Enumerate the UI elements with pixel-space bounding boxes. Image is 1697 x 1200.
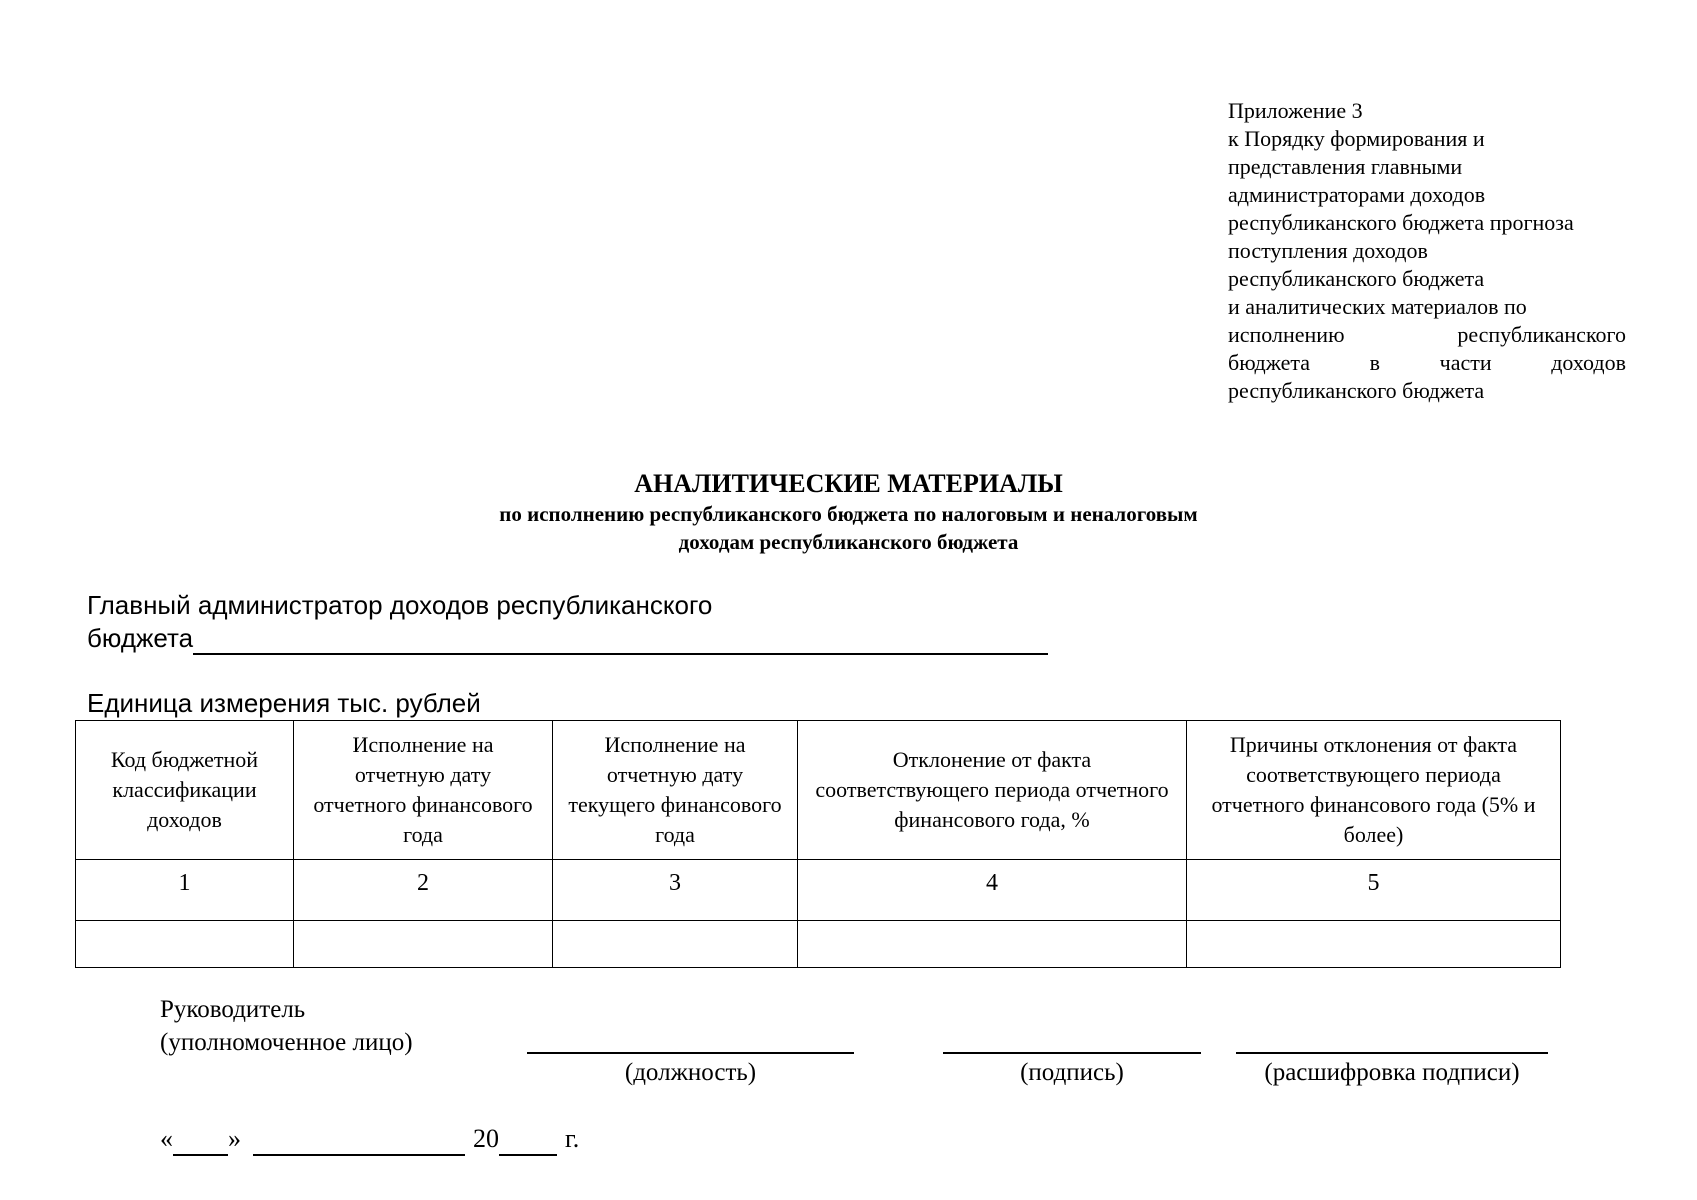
date-field: [160, 1122, 579, 1156]
appendix-word: республиканского: [1457, 322, 1626, 347]
empty-cell[interactable]: [1187, 921, 1561, 968]
signature-head-line2: (уполномоченное лицо): [160, 1029, 413, 1056]
administrator-label-line2: бюджета: [87, 623, 194, 653]
signature-head-line1: Руководитель: [160, 996, 306, 1023]
header-deviation-reasons: Причины отклонения от факта соответствующего периода отчетного финансового года (5% и более): [1187, 721, 1561, 860]
column-number: 3: [553, 860, 798, 921]
date-close-quote: »: [228, 1124, 241, 1153]
title-main: АНАЛИТИЧЕСКИЕ МАТЕРИАЛЫ: [634, 469, 1063, 498]
appendix-line: республиканского бюджета: [1228, 378, 1485, 403]
date-open-quote: «: [160, 1124, 173, 1153]
year-blank[interactable]: [499, 1128, 557, 1156]
appendix-justified-line: [1228, 321, 1626, 349]
signature-caption: (подпись): [1020, 1059, 1124, 1086]
header-budget-code: Код бюджетной классификации доходов: [76, 721, 294, 860]
day-blank[interactable]: [173, 1128, 228, 1156]
appendix-word: доходов: [1551, 350, 1626, 375]
administrator-label-line1: Главный администратор доходов республиканского: [87, 590, 713, 620]
document-title: [0, 468, 1697, 556]
administrator-blank-line[interactable]: [193, 627, 1048, 655]
appendix-line: Приложение 3: [1228, 98, 1363, 123]
appendix-line: поступления доходов: [1228, 238, 1428, 263]
appendix-line: республиканского бюджета: [1228, 266, 1485, 291]
appendix-justified-line: [1228, 349, 1626, 377]
appendix-word: бюджета: [1228, 350, 1311, 375]
column-number: 4: [798, 860, 1187, 921]
empty-cell[interactable]: [798, 921, 1187, 968]
appendix-note: [1228, 97, 1626, 405]
header-execution-reporting-year: Исполнение на отчетную дату отчетного финансового года: [294, 721, 553, 860]
appendix-word: в: [1369, 350, 1381, 375]
administrator-field: [87, 589, 1048, 655]
table-row: [76, 860, 1561, 921]
signature-decode-caption: (расшифровка подписи): [1264, 1059, 1520, 1086]
empty-cell[interactable]: [294, 921, 553, 968]
column-number: 1: [76, 860, 294, 921]
unit-of-measure: Единица измерения тыс. рублей: [87, 688, 481, 718]
date-century: 20: [473, 1124, 499, 1153]
empty-cell[interactable]: [553, 921, 798, 968]
position-blank-line[interactable]: [527, 1052, 854, 1054]
title-subtitle-line2: доходам республиканского бюджета: [678, 530, 1019, 554]
column-number: 5: [1187, 860, 1561, 921]
header-execution-current-year: Исполнение на отчетную дату текущего финансового года: [553, 721, 798, 860]
position-caption: (должность): [624, 1059, 757, 1086]
title-subtitle-line1: по исполнению республиканского бюджета по налоговым и неналоговым: [499, 502, 1198, 526]
header-deviation-percent: Отклонение от факта соответствующего периода отчетного финансового года, %: [798, 721, 1187, 860]
table-row: [76, 921, 1561, 968]
signature-head: [160, 993, 413, 1059]
column-number: 2: [294, 860, 553, 921]
month-blank[interactable]: [253, 1128, 465, 1156]
appendix-word: исполнению: [1228, 322, 1345, 347]
report-table: [75, 720, 1561, 968]
appendix-word: части: [1439, 350, 1492, 375]
empty-cell[interactable]: [76, 921, 294, 968]
table-header-row: [76, 721, 1561, 860]
appendix-line: представления главными: [1228, 154, 1463, 179]
appendix-line: республиканского бюджета прогноза: [1228, 210, 1574, 235]
signature-decode-blank-line[interactable]: [1236, 1052, 1548, 1054]
signature-blank-line[interactable]: [943, 1052, 1201, 1054]
appendix-line: к Порядку формирования и: [1228, 126, 1485, 151]
appendix-line: и аналитических материалов по: [1228, 294, 1527, 319]
appendix-line: администраторами доходов: [1228, 182, 1486, 207]
administrator-label-row: [87, 622, 1048, 655]
date-year-suffix: г.: [565, 1124, 580, 1153]
